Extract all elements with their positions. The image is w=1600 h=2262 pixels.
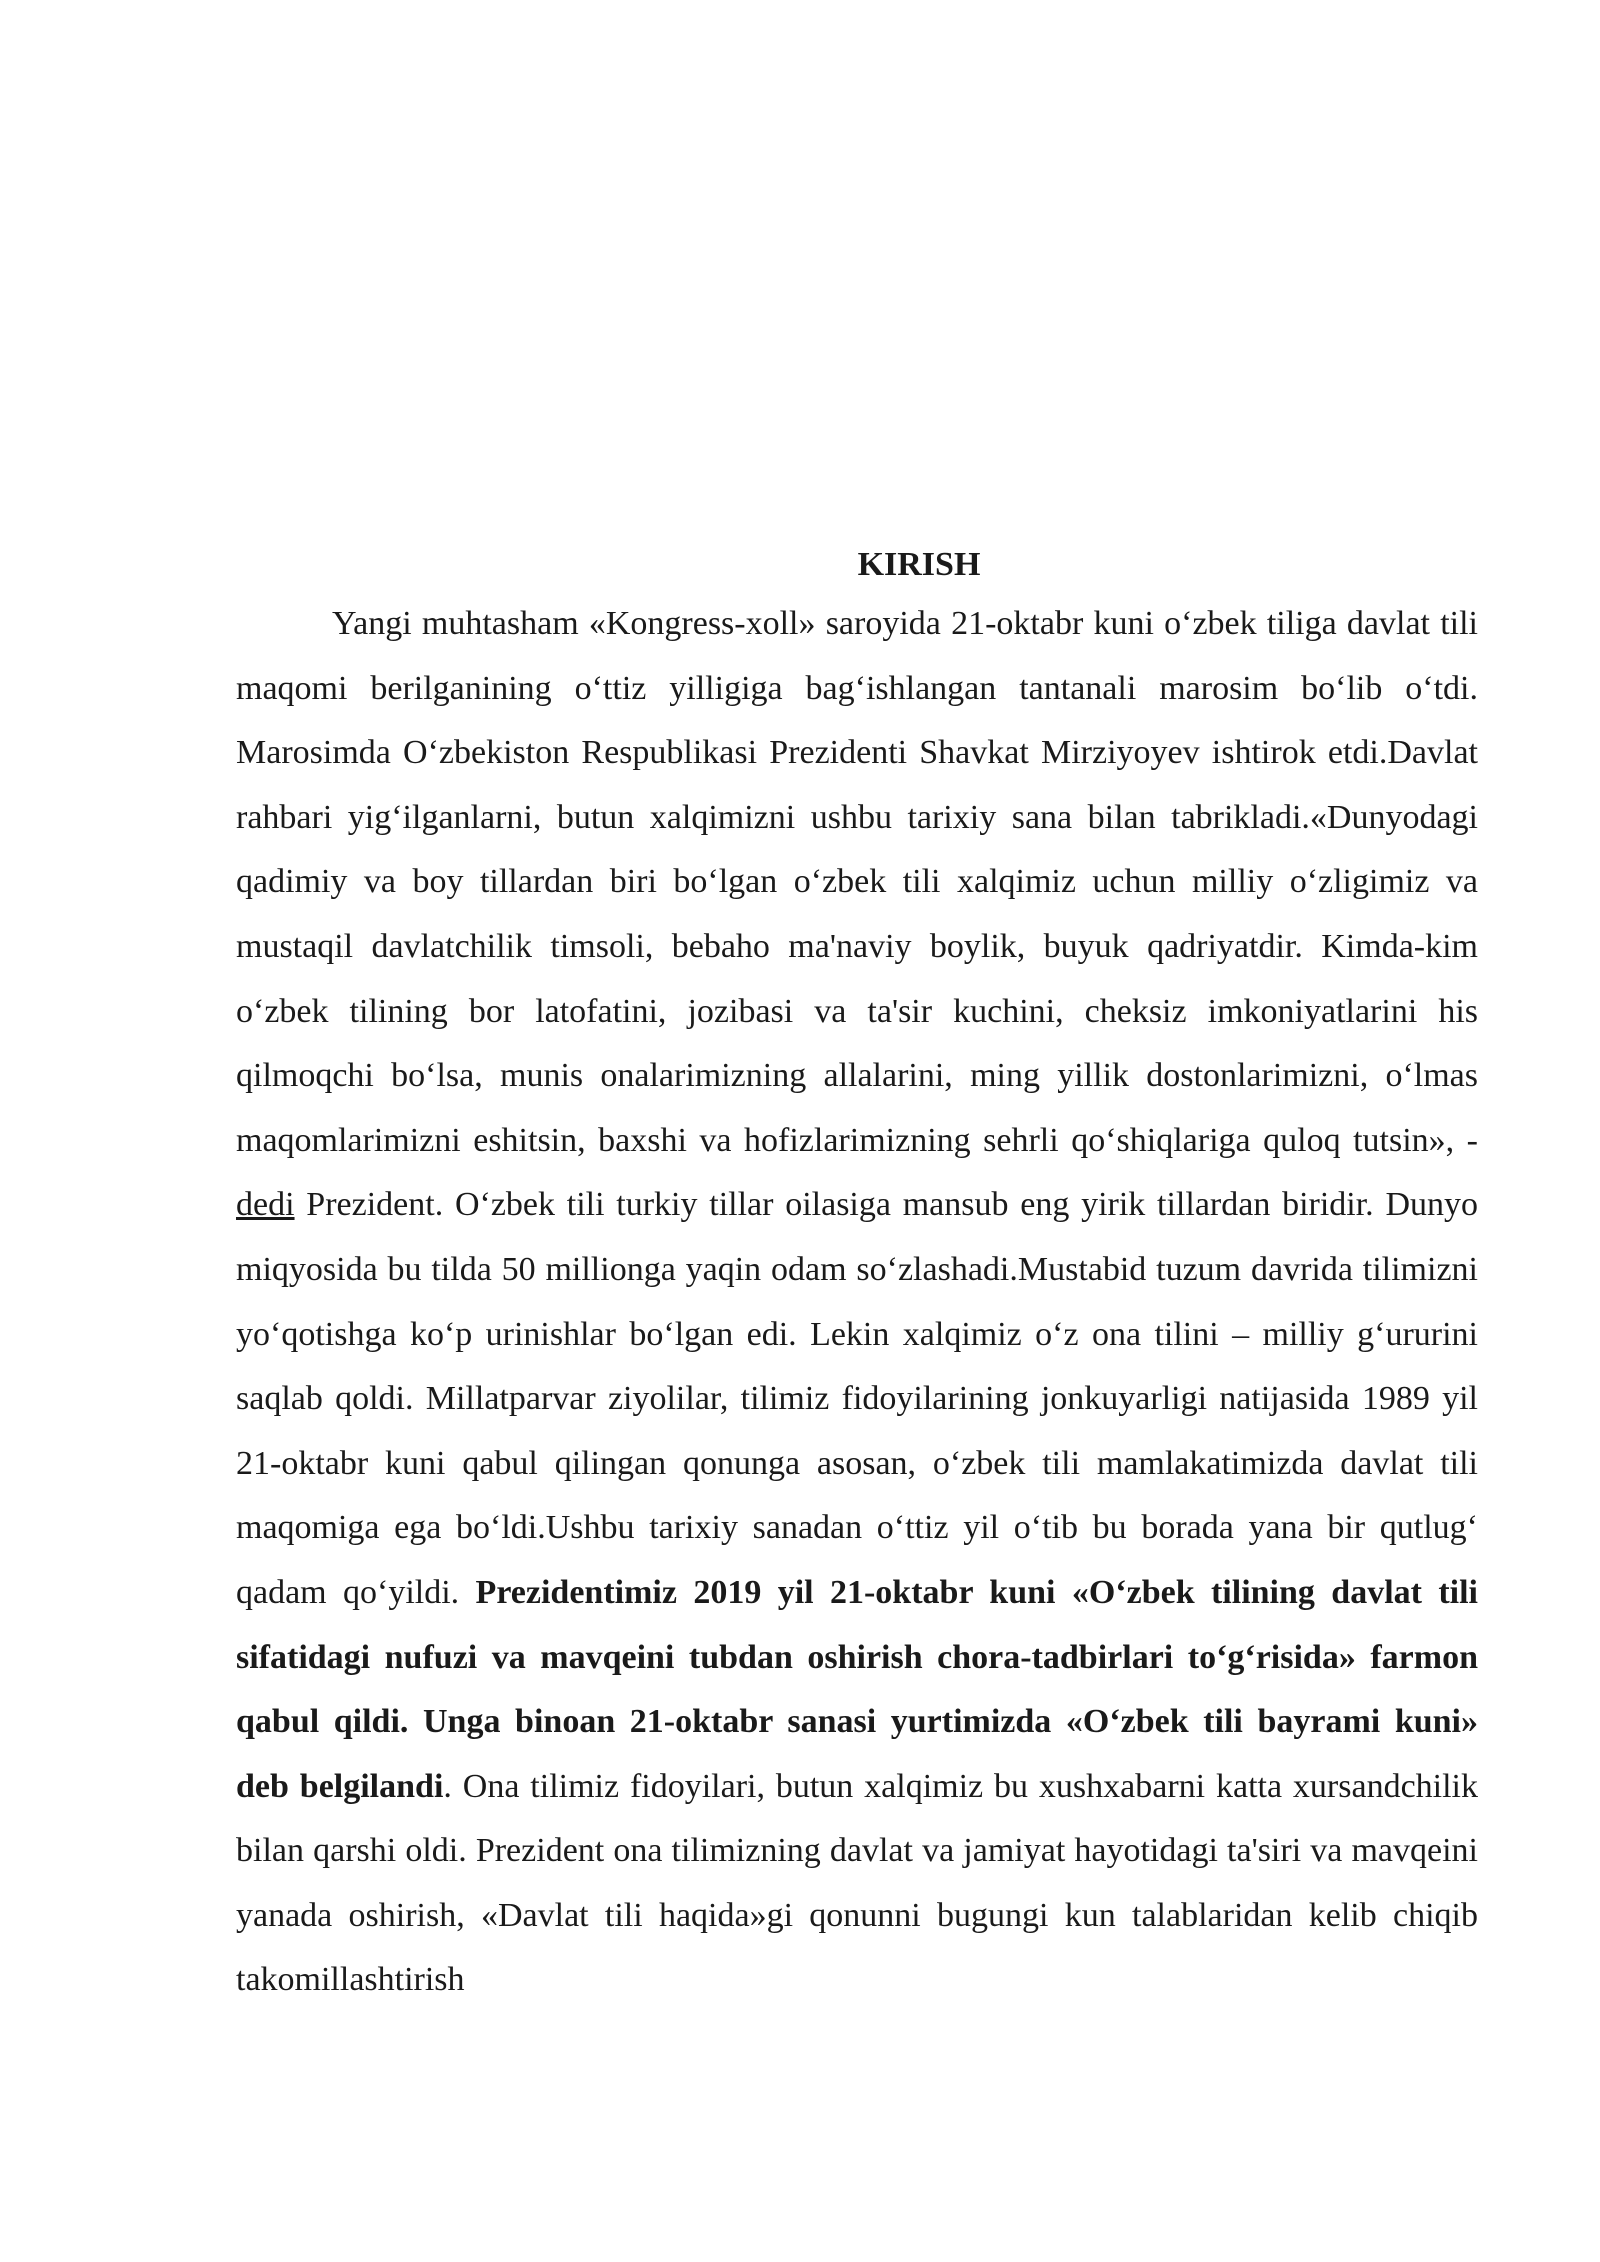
paragraph-text-part3: . Ona tilimiz fidoyilari, butun xalqimiz bu xushxabarni katta xursandchilik bilan qarshi oldi. Prezident ona tilimizning davlat va jamiyat hayotidagi ta'siri va mavqeini yanada oshirish, «Davlat tili haqida»gi qonunni bugungi kun talablaridan kelib chiqib takomillashtirish xyxy=(236,1767,1479,1999)
paragraph-text-part1: Yangi muhtasham «Kongress-xoll» saroyida 21-oktabr kuni o‘zbek tiliga davlat tili maqomi berilganining o‘ttiz yilligiga bag‘ishlangan tantanali marosim bo‘lib o‘tdi. Marosimda O‘zbekiston Respublikasi Prezidenti Shavkat Mirziyoyev ishtirok etdi.Davlat rahbari yig‘ilganlarni, butun xalqimizni ushbu tarixiy sana bilan tabrikladi.«Dunyodagi qadimiy va boy tillardan biri bo‘lgan o‘zbek tili xalqimiz uchun milliy o‘zligimiz va mustaqil davlatchilik timsoli, bebaho ma'naviy boylik, buyuk qadriyatdir. Kimda-kim o‘zbek tilining bor latofatini, jozibasi va ta'sir kuchini, cheksiz imkoniyatlarini his qilmoqchi bo‘lsa, munis onalarimizning allalarini, ming yillik dostonlarimizni, o‘lmas maqomlarimizni eshitsin, baxshi va hofizlarimizning sehrli qo‘shiqlariga quloq tutsin», - xyxy=(236,605,1478,1159)
body-paragraph xyxy=(236,592,1478,2013)
paragraph-text-part2: Prezident. O‘zbek tili turkiy tillar oilasiga mansub eng yirik tillardan biridir. Dunyo miqyosida bu tilda 50 millionga yaqin odam so‘zlashadi.Mustabid tuzum davrida tilimizni yo‘qotishga ko‘p urinishlar bo‘lgan edi. Lekin xalqimiz o‘z ona tilini – milliy g‘ururini saqlab qoldi. Millatparvar ziyolilar, tilimiz fidoyilarining jonkuyarligi natijasida 1989 yil 21-oktabr kuni qabul qilingan qonunga asosan, o‘zbek tili mamlakatimizda davlat tili maqomiga ega bo‘ldi.Ushbu tarixiy sanadan o‘ttiz yil o‘tib bu borada yana bir qutlug‘ qadam qo‘yildi. xyxy=(236,1186,1478,1611)
document-content xyxy=(236,538,1478,2013)
underlined-word: dedi xyxy=(236,1186,295,1224)
section-title: KIRISH xyxy=(857,546,981,583)
bold-decree-text: Prezidentimiz 2019 yil 21-oktabr kuni «O‘zbek tilining davlat tili sifatidagi nufuzi va mavqeini tubdan oshirish chora-tadbirlari to‘g‘risida» farmon qabul qildi. Unga binoan 21-oktabr sanasi yurtimizda «O‘zbek tili bayrami kuni» deb belgilandi xyxy=(236,1573,1478,1805)
